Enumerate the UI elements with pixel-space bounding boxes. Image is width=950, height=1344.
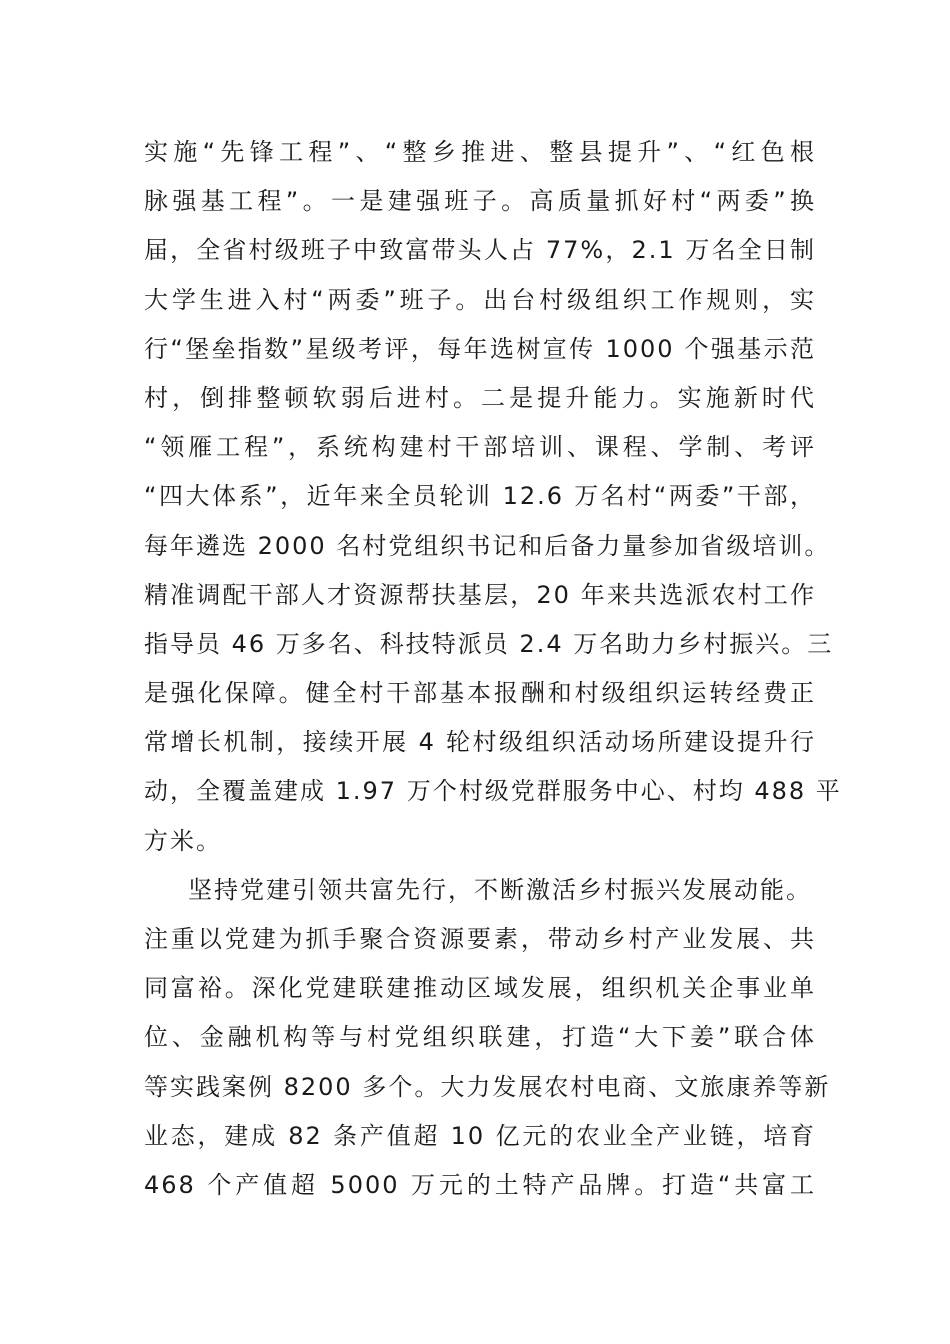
paragraph-line: 村，倒排整顿软弱后进村。二是提升能力。实施新时代 (144, 383, 816, 412)
paragraph-line: 方米。 (144, 826, 222, 855)
paragraph-line: 动，全覆盖建成 1.97 万个村级党群服务中心、村均 488 平 (144, 777, 842, 806)
paragraph-line: “四大体系”，近年来全员轮训 12.6 万名村“两委”干部， (144, 482, 816, 511)
paragraph-line: 大学生进入村“两委”班子。出台村级组织工作规则，实 (144, 285, 816, 314)
paragraph-line: 每年遴选 2000 名村党组织书记和后备力量参加省级培训。 (144, 531, 831, 560)
paragraph-line: 指导员 46 万多名、科技特派员 2.4 万名助力乡村振兴。三 (144, 629, 834, 658)
paragraph-line: 业态，建成 82 条产值超 10 亿元的农业全产业链，培育 (144, 1121, 816, 1150)
paragraph-line: 行“堡垒指数”星级考评，每年选树宣传 1000 个强基示范 (144, 334, 816, 363)
paragraph-line: 脉强基工程”。一是建强班子。高质量抓好村“两委”换 (144, 187, 816, 216)
paragraph-line: 468 个产值超 5000 万元的土特产品牌。打造“共富工 (144, 1170, 816, 1199)
document-body (144, 128, 842, 1210)
paragraph-line: 实施“先锋工程”、“整乡推进、整县提升”、“红色根 (144, 138, 816, 166)
paragraph-line: 常增长机制，接续开展 4 轮村级组织活动场所建设提升行 (144, 728, 816, 757)
paragraph-2 (144, 866, 831, 1210)
paragraph-line: “领雁工程”，系统构建村干部培训、课程、学制、考评 (144, 433, 816, 462)
paragraph-1 (144, 128, 842, 866)
paragraph-line: 是强化保障。健全村干部基本报酬和村级组织运转经费正 (144, 679, 816, 708)
paragraph-line: 等实践案例 8200 多个。大力发展农村电商、文旅康养等新 (144, 1072, 831, 1101)
paragraph-line: 坚持党建引领共富先行，不断激活乡村振兴发展动能。 (188, 875, 812, 904)
paragraph-line: 精准调配干部人才资源帮扶基层，20 年来共选派农村工作 (144, 580, 816, 609)
paragraph-line: 届，全省村级班子中致富带头人占 77%，2.1 万名全日制 (144, 236, 816, 265)
paragraph-line: 注重以党建为抓手聚合资源要素，带动乡村产业发展、共 (144, 925, 816, 953)
paragraph-line: 位、金融机构等与村党组织联建，打造“大下姜”联合体 (144, 1023, 816, 1052)
paragraph-line: 同富裕。深化党建联建推动区域发展，组织机关企事业单 (144, 974, 816, 1003)
